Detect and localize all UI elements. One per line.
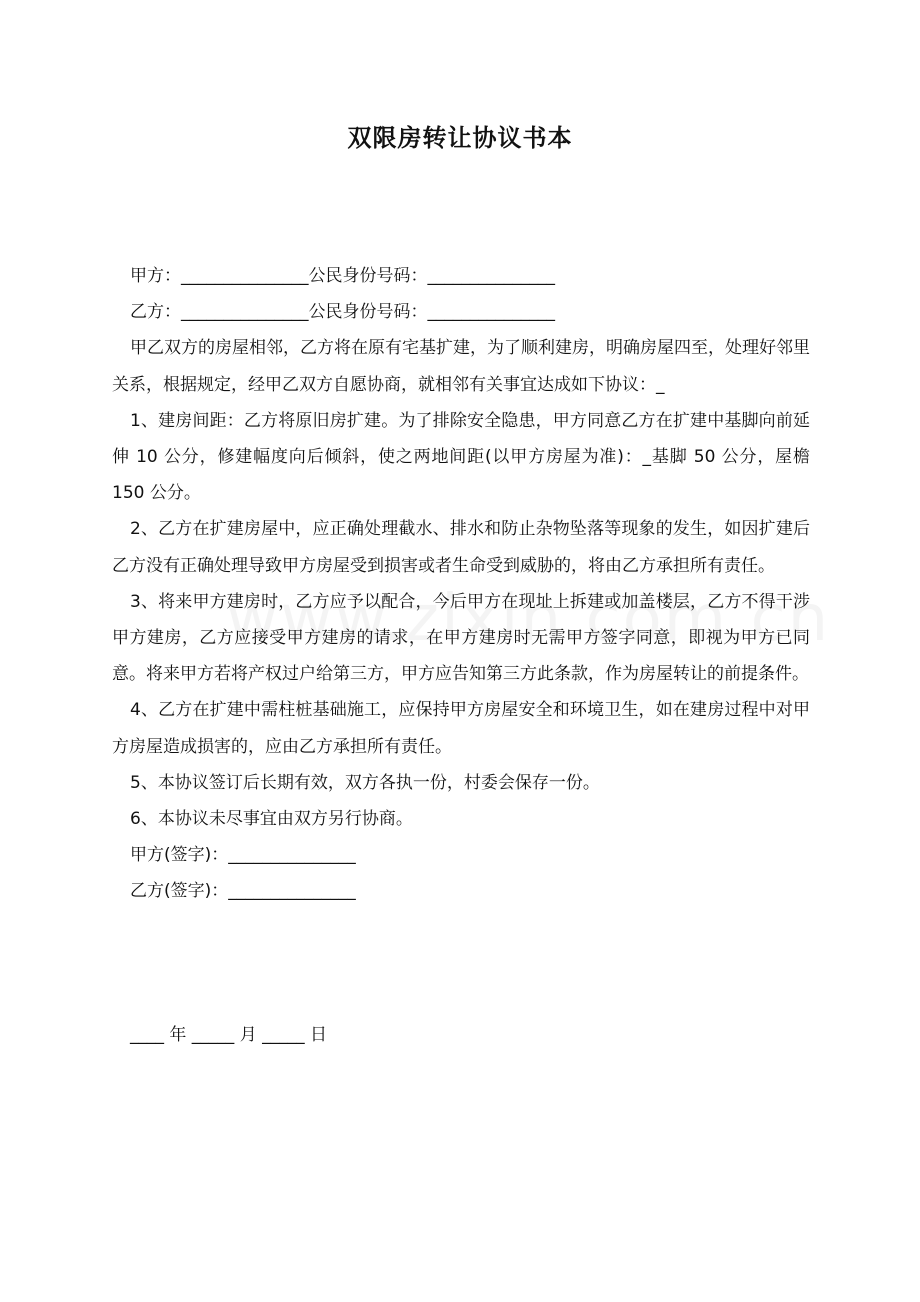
clause-6: 6、本协议未尽事宜由双方另行协商。 — [130, 809, 413, 830]
party-a-line: 甲方：_______________公民身份号码：_______________ — [130, 266, 555, 286]
document-title: 双限房转让协议书本 — [347, 124, 573, 152]
clause-4: 4、乙方在扩建中需柱桩基础施工，应保持甲方房屋安全和环境卫生，如在建房过程中对甲方房屋造成损害的，应由乙方承担所有责任。 — [112, 700, 810, 757]
party-b-line: 乙方：_______________公民身份号码：_______________ — [130, 302, 555, 323]
date-line: ____ 年 _____ 月 _____ 日 — [130, 1025, 328, 1045]
document-body — [112, 258, 810, 910]
clause-2: 2、乙方在扩建房屋中，应正确处理截水、排水和防止杂物坠落等现象的发生，如因扩建后乙方没有正确处理导致甲方房屋受到损害或者生命受到威胁的，将由乙方承担所有责任。 — [112, 519, 810, 576]
signature-party-a: 甲方(签字)：_______________ — [130, 845, 356, 866]
clause-1: 1、建房间距：乙方将原旧房扩建。为了排除安全隐患，甲方同意乙方在扩建中基脚向前延伸 10 公分，修建幅度向后倾斜，使之两地间距(以甲方房屋为准)：_基脚 50 公分，屋檐 150 公分。 — [112, 410, 810, 504]
intro-paragraph: 甲乙双方的房屋相邻，乙方将在原有宅基扩建，为了顺利建房，明确房屋四至，处理好邻里关系，根据规定，经甲乙双方自愿协商，就相邻有关事宜达成如下协议：_ — [112, 338, 810, 395]
signature-party-b: 乙方(签字)：_______________ — [130, 881, 356, 902]
clause-5: 5、本协议签订后长期有效，双方各执一份，村委会保存一份。 — [130, 772, 600, 793]
clause-3: 3、将来甲方建房时，乙方应予以配合，今后甲方在现址上拆建或加盖楼层，乙方不得干涉甲方建房，乙方应接受甲方建房的请求，在甲方建房时无需甲方签字同意，即视为甲方已同意。将来甲方若将产权过户给第三方，甲方应告知第三方此条款，作为房屋转让的前提条件。 — [112, 591, 810, 685]
